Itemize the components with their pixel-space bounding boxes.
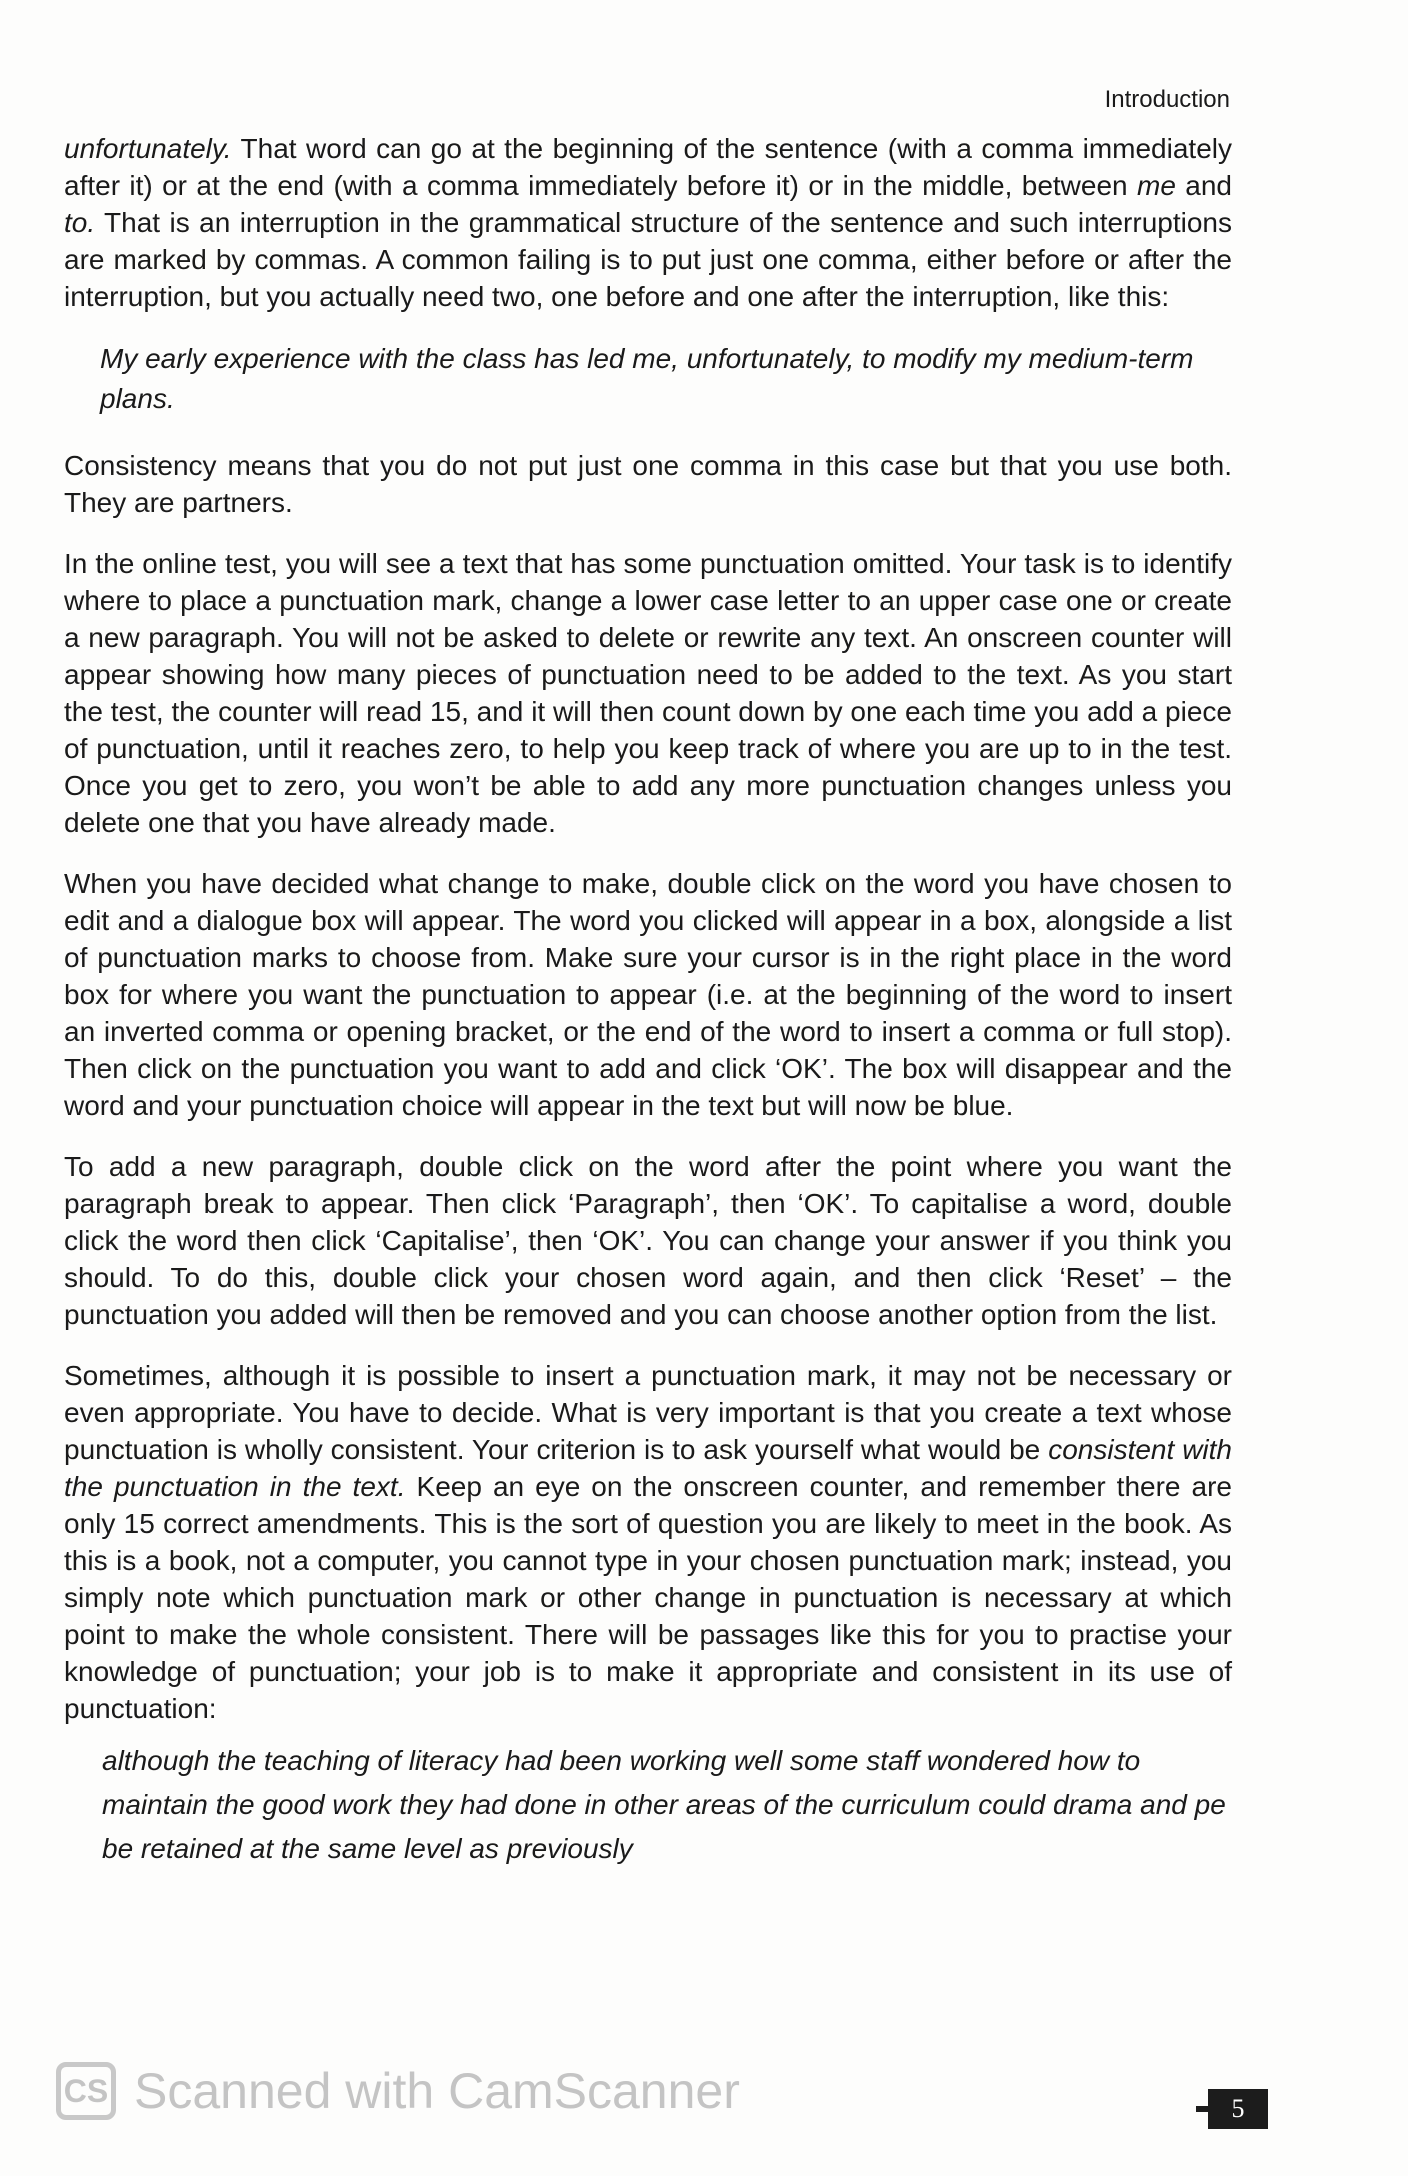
paragraph-5: To add a new paragraph, double click on the word after the point where you want the paragraph break to appear. Then click ‘Paragraph’, then ‘OK’. To capitalise a word, double click the word then click ‘Capitalise’, then ‘OK’. You can change your answer if you think you should. To do this, double click your chosen word again, and then click ‘Reset’ – the punctuation you added will then be removed and you can choose another option from the list.: [64, 1151, 1232, 1330]
running-header: Introduction: [1104, 86, 1230, 113]
page-number: 5: [1208, 2089, 1268, 2129]
paragraph-1: unfortunately. That word can go at the beginning of the sentence (with a comma immediately after it) or at the end (with a comma immediately before it) or in the middle, between me and to. That is an interruption in the grammatical structure of the sentence and such interruptions are marked by commas. A common failing is to put just one comma, either before or after the interruption, but you actually need two, one before and one after the interruption, like this:: [64, 133, 1233, 312]
paragraph-6: Sometimes, although it is possible to insert a punctuation mark, it may not be necessary or even appropriate. You have to decide. What is very important is that you create a text whose punctuation is wholly consistent. Your criterion is to ask yourself what would be consistent with the punctuation in the text. Keep an eye on the onscreen counter, and remember there are only 15 correct amendments. This is the sort of question you are likely to meet in the book. As this is a book, not a computer, you cannot type in your chosen punctuation mark; instead, you simply note which punctuation mark or other change in punctuation is necessary at which point to make the whole consistent. There will be passages like this for you to practise your knowledge of punctuation; your job is to make it appropriate and consistent in its use of punctuation:: [64, 1360, 1233, 1724]
watermark-text: Scanned with CamScanner: [134, 2063, 740, 2119]
camscanner-logo-icon: CS: [56, 2062, 116, 2120]
camscanner-watermark: [56, 2062, 740, 2120]
example-quote-1: My early experience with the class has led me, unfortunately, to modify my medium-term plans.: [100, 343, 1194, 414]
example-quote-2: although the teaching of literacy had been working well some staff wondered how to maintain the good work they had done in other areas of the curriculum could drama and pe be retained at the same level as previously: [102, 1745, 1226, 1864]
paragraph-4: When you have decided what change to make, double click on the word you have chosen to edit and a dialogue box will appear. The word you clicked will appear in a box, alongside a list of punctuation marks to choose from. Make sure your cursor is in the right place in the word box for where you want the punctuation to appear (i.e. at the beginning of the word to insert an inverted comma or opening bracket, or the end of the word to insert a comma or full stop). Then click on the punctuation you want to add and click ‘OK’. The box will disappear and the word and your punctuation choice will appear in the text but will now be blue.: [64, 868, 1232, 1121]
page-body: [64, 130, 1232, 1871]
paragraph-2: Consistency means that you do not put just one comma in this case but that you use both. They are partners.: [64, 450, 1232, 518]
paragraph-3: In the online test, you will see a text that has some punctuation omitted. Your task is to identify where to place a punctuation mark, change a lower case letter to an upper case one or create a new paragraph. You will not be asked to delete or rewrite any text. An onscreen counter will appear showing how many pieces of punctuation need to be added to the text. As you start the test, the counter will read 15, and it will then count down by one each time you add a piece of punctuation, until it reaches zero, to help you keep track of where you are up to in the test. Once you get to zero, you won’t be able to add any more punctuation changes unless you delete one that you have already made.: [64, 548, 1232, 838]
paragraph-1-lead: unfortunately.: [64, 133, 232, 164]
